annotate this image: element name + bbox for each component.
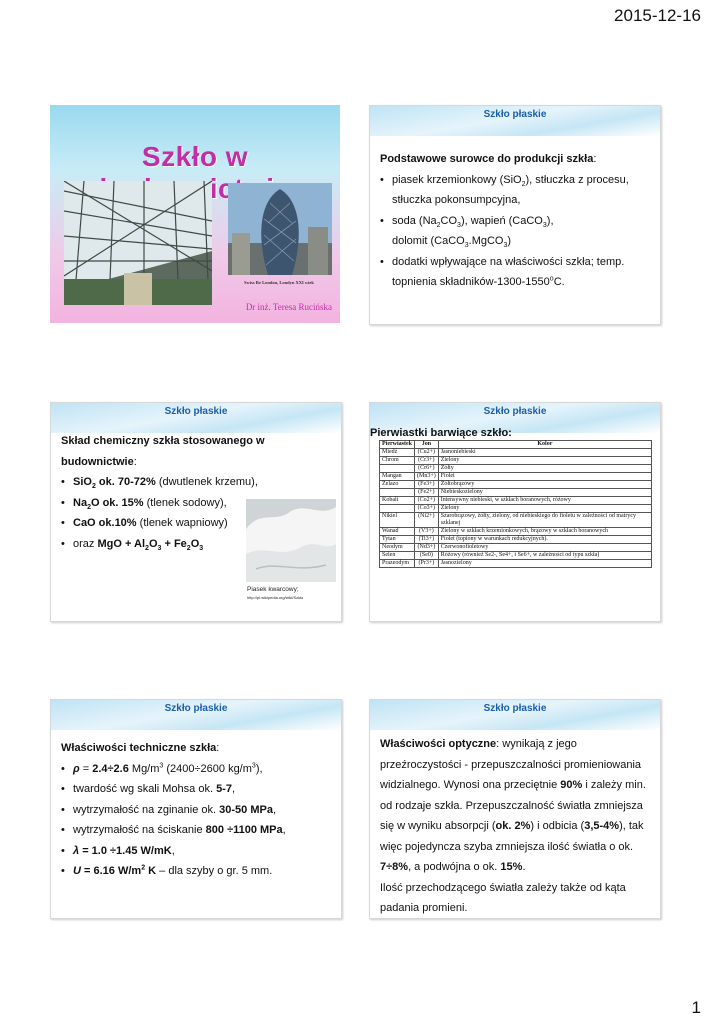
table-row (380, 544, 652, 552)
table-cell: Prazeodym (380, 560, 415, 568)
list-item: • ρ = 2.4÷2.6 $Mg/m^3$ (2400÷2600 $kg/m^3$), (61, 759, 333, 780)
slide-chemical-composition (50, 402, 342, 622)
table-row (380, 560, 652, 568)
list-item: • U = 6.16 $W/m^2$ K – dla szyby o gr. 5 mm. (61, 861, 333, 882)
table-cell: Zielony (438, 505, 651, 513)
table-cell: Wanad (380, 528, 415, 536)
glass-roof-photo (64, 181, 212, 305)
slide-optical-properties (369, 699, 661, 919)
table-cell: (Co3+) (415, 505, 439, 513)
table-cell: Niebieskozielony (438, 489, 651, 497)
table-row (380, 489, 652, 497)
slide-body (380, 734, 652, 919)
table-row (380, 497, 652, 505)
slide-raw-materials (369, 105, 661, 325)
table-row (380, 481, 652, 489)
slide-header-title: Szkło płaskie (483, 406, 547, 417)
table-cell: (Ni2+) (415, 513, 439, 528)
slide-technical-properties (50, 699, 342, 919)
table-row (380, 528, 652, 536)
slide-header-band (370, 106, 660, 136)
list-item: • $Na_2O$ ok. 15% (tlenek sodowy), (61, 493, 333, 514)
list-item: • twardość wg skali Mohsa ok. 5-7, (61, 779, 333, 800)
table-cell (380, 465, 415, 473)
table-cell: Kobalt (380, 497, 415, 505)
table-cell: Różowy (również Se2-, Se4+, i Se6+, w zależności od typu szkła) (438, 552, 651, 560)
table-cell: Tytan (380, 536, 415, 544)
table-cell (380, 505, 415, 513)
list-item: • wytrzymałość na ściskanie 800 ÷1100 MPa, (61, 820, 333, 841)
table-cell: Neodym (380, 544, 415, 552)
slide-header-title: Szkło płaskie (164, 406, 228, 417)
table-row (380, 552, 652, 560)
table-row (380, 473, 652, 481)
table-cell: Żelazo (380, 481, 415, 489)
column-header: Pierwiastek (380, 441, 415, 449)
slide-header-band (370, 700, 660, 730)
table-cell: Czerwonofioletowy (438, 544, 651, 552)
slide-heading: Podstawowe surowce do produkcji szkła: (380, 153, 597, 165)
list-item: • dodatki wpływające na właściwości szkła; temp. topnienia składników-1300-1550$^o$C. (380, 252, 652, 293)
table-row (380, 536, 652, 544)
slide-title (50, 105, 340, 323)
table-cell: Zielony w szkłach krzemionkowych, brązowy w szkłach boranowych (438, 528, 651, 536)
table-cell: Fiolet (438, 473, 651, 481)
table-cell: Chrom (380, 457, 415, 465)
optical-properties-note: Ilość przechodzącego światła zależy także od kąta padania promieni. (380, 881, 626, 914)
gherkin-photo-caption: Swiss Re London, Londyn XXI wiek (244, 280, 314, 285)
table-cell: Fiolet (topiony w warunkach redukcyjnych). (438, 536, 651, 544)
table-cell: Żółty (438, 465, 651, 473)
table-cell: Nikiel (380, 513, 415, 528)
table-cell: (V3+) (415, 528, 439, 536)
table-cell: (Cr6+) (415, 465, 439, 473)
table-cell: (Ti3+) (415, 536, 439, 544)
table-cell: (Fe3+) (415, 481, 439, 489)
table-row (380, 449, 652, 457)
table-row (380, 505, 652, 513)
column-header: Kolor (438, 441, 651, 449)
list-item: • CaO ok.10% (tlenek wapniowy) (61, 513, 333, 534)
gherkin-building-photo (228, 183, 332, 275)
table-cell: Żółtobrązowy (438, 481, 651, 489)
slide-header-band (51, 403, 341, 433)
table-cell: Zielony (438, 457, 651, 465)
table-cell: Miedź (380, 449, 415, 457)
document-date: 2015-12-16 (614, 6, 701, 25)
table-cell: Szarobrązowy, żółty, zielony, od niebieskiego do fioletu w zależności od matrycy szklanej (438, 513, 651, 528)
slide-title-heading: Szkło w (141, 141, 249, 172)
table-cell: (Co2+) (415, 497, 439, 505)
list-item: • oraz MgO + $Al_2O_3 + Fe_2O_3$ (61, 534, 333, 555)
table-header-row (380, 441, 652, 449)
optical-properties-text: Właściwości optyczne: wynikają z jego przeźroczystości - przepuszczalności promieniowania widzialnego. Wynosi ona przeciętnie 90% i zależy min. od rodzaje szkła. Przepuszczalność światła zmniejsza się w wyniku absorpcji (ok. 2%) i odbicia (3,5-4%), tak więc pojedyncza szyba zmniejsza ilość światła o ok. 7÷8%, a podwójna o ok. 15%. (380, 738, 646, 873)
table-cell (380, 489, 415, 497)
page-number: 1 (691, 998, 701, 1017)
table-cell: (Mn3+) (415, 473, 439, 481)
coloring-elements-table (379, 440, 652, 568)
slide-heading: Właściwości techniczne szkła: (61, 742, 220, 754)
table-cell: (Fe2+) (415, 489, 439, 497)
table-cell: Jasnozielony (438, 560, 651, 568)
table-cell: (Cr3+) (415, 457, 439, 465)
table-cell: Selen (380, 552, 415, 560)
table-cell: Jasnoniebieski (438, 449, 651, 457)
table-cell: Intensywny niebieski, w szkłach boranowych, różowy (438, 497, 651, 505)
table-cell: (Se0) (415, 552, 439, 560)
slide-heading: Skład chemiczny szkła stosowanego w budownictwie: (61, 435, 265, 468)
table-cell: (Pr3+) (415, 560, 439, 568)
slide-body (61, 738, 333, 882)
list-item: • wytrzymałość na zginanie ok. 30-50 MPa, (61, 800, 333, 821)
slide-header-band (51, 700, 341, 730)
list-item: • piasek krzemionkowy (SiO$_2$), stłuczka z procesu, stłuczka pokonsumpcyjna, (380, 170, 652, 211)
author-name: Dr inż. Teresa Rucińska (245, 302, 332, 312)
list-item: • soda $(Na_2CO_3)$, wapień (CaCO$_3$), dolomit (CaCO$_3$.MgCO$_3$) (380, 211, 652, 252)
slide-heading: Pierwiastki barwiące szkło: (370, 427, 512, 439)
table-cell: (Cu2+) (415, 449, 439, 457)
table-row (380, 457, 652, 465)
slide-header-title: Szkło płaskie (164, 703, 228, 714)
table-cell: (Nd3+) (415, 544, 439, 552)
image-caption: Piasek kwarcowy; http://pl.wikipedia.org/wiki/Szkło (247, 586, 304, 600)
column-header: Jon (415, 441, 439, 449)
list-item: • λ = 1.0 ÷1.45 W/mK, (61, 841, 333, 862)
table-cell: Mangan (380, 473, 415, 481)
slide-header-title: Szkło płaskie (483, 703, 547, 714)
table-row (380, 513, 652, 528)
list-item: • SiO$_2$ ok. 70-72% (dwutlenek krzemu), (61, 472, 333, 493)
table-row (380, 465, 652, 473)
slide-coloring-elements (369, 402, 661, 622)
slide-body (380, 149, 652, 293)
image-source: http://pl.wikipedia.org/wiki/Szkło (247, 595, 304, 600)
quartz-sand-photo (246, 499, 336, 582)
slide-header-title: Szkło płaskie (483, 109, 547, 120)
